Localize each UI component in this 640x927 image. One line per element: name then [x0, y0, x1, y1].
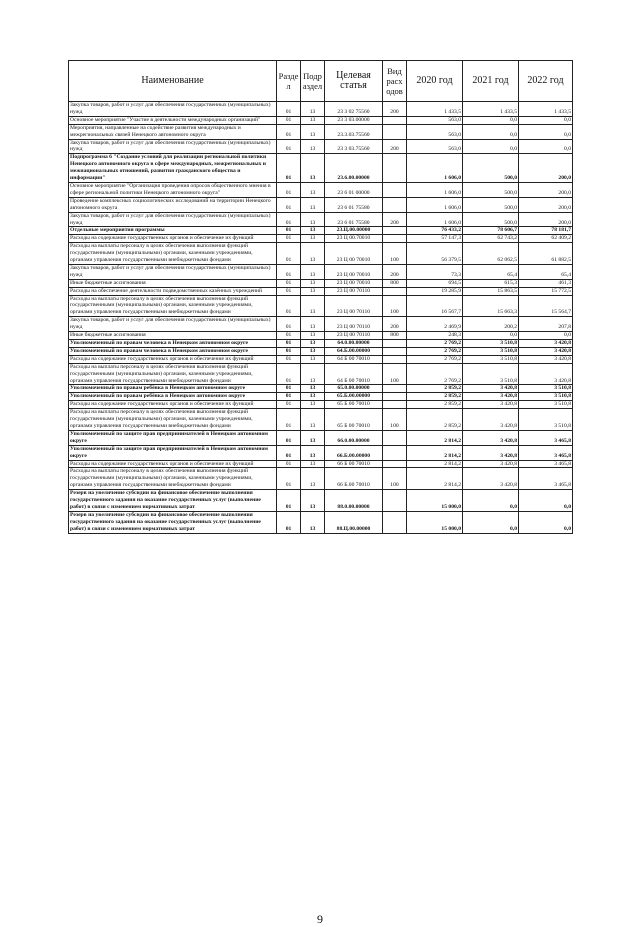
row-value-2022: 200,0 — [519, 182, 573, 197]
row-podrazdel: 13 — [301, 227, 325, 235]
row-vid-rashodov — [383, 182, 407, 197]
row-value-2022: 0,0 — [519, 511, 573, 533]
row-value-2021: 500,0 — [463, 212, 519, 227]
row-podrazdel: 13 — [301, 264, 325, 279]
row-value-2022: 3 510,8 — [519, 393, 573, 401]
row-razdel: 01 — [277, 295, 301, 317]
row-razdel: 01 — [277, 227, 301, 235]
row-celevaya-statya: 64.Б.00.00000 — [325, 347, 383, 355]
row-vid-rashodov — [383, 385, 407, 393]
row-value-2021: 3 510,8 — [463, 340, 519, 348]
row-vid-rashodov — [383, 287, 407, 295]
row-vid-rashodov: 100 — [383, 295, 407, 317]
row-value-2020: 73,3 — [407, 264, 463, 279]
row-value-2022: 3 510,8 — [519, 385, 573, 393]
row-name: Резерв на увеличение субсидии на финансовое обеспечение выполнения государственного задания на оказание государственных услуг (выполнение работ) в связи с изменением нормативных затрат — [69, 490, 277, 512]
header-2020: 2020 год — [407, 61, 463, 102]
row-vid-rashodov — [383, 511, 407, 533]
row-name: Расходы на содержание государственных органов и обеспечение их функций — [69, 355, 277, 363]
row-celevaya-statya: 23.3.03.75560 — [325, 124, 383, 139]
row-name: Уполномоченный по правам ребёнка в Ненецком автономном округе — [69, 385, 277, 393]
row-celevaya-statya: 64.0.00.00000 — [325, 340, 383, 348]
row-name: Иные бюджетные ассигнования — [69, 332, 277, 340]
row-celevaya-statya: 23 3 02 75560 — [325, 102, 383, 117]
page-number: 9 — [317, 912, 323, 926]
table-row — [69, 212, 573, 227]
header-name: Наименование — [69, 61, 277, 102]
row-value-2021: 500,0 — [463, 197, 519, 212]
row-value-2021: 1 433,5 — [463, 102, 519, 117]
row-value-2021: 0,0 — [463, 490, 519, 512]
row-value-2021: 3 420,8 — [463, 460, 519, 468]
row-razdel: 01 — [277, 124, 301, 139]
header-celevaya-statya: Целевая статья — [325, 61, 383, 102]
row-razdel: 01 — [277, 102, 301, 117]
row-name: Расходы на выплаты персоналу в целях обеспечения выполнения функций государственными (муниципальными) органами, казенными учреждениями, органами управления государственными внебюджетными фондами — [69, 363, 277, 385]
row-value-2021: 500,0 — [463, 182, 519, 197]
row-celevaya-statya: 23 6 01 75580 — [325, 212, 383, 227]
row-value-2020: 15 000,0 — [407, 511, 463, 533]
row-value-2022: 3 420,8 — [519, 355, 573, 363]
row-value-2022: 3 465,8 — [519, 445, 573, 460]
header-podrazdel: Подр аздел — [301, 61, 325, 102]
row-podrazdel: 13 — [301, 490, 325, 512]
row-value-2020: 2 859,2 — [407, 385, 463, 393]
row-celevaya-statya: 66.Б.00.00000 — [325, 445, 383, 460]
row-value-2022: 0,0 — [519, 116, 573, 124]
row-vid-rashodov: 200 — [383, 212, 407, 227]
row-value-2022: 3 510,8 — [519, 409, 573, 431]
row-podrazdel: 13 — [301, 401, 325, 409]
row-razdel: 01 — [277, 385, 301, 393]
row-value-2022: 207,8 — [519, 317, 573, 332]
row-value-2020: 2 769,2 — [407, 355, 463, 363]
row-value-2020: 1 606,0 — [407, 197, 463, 212]
row-razdel: 01 — [277, 445, 301, 460]
row-podrazdel: 13 — [301, 124, 325, 139]
row-name: Уполномоченный по правам человека в Ненецком автономном округе — [69, 347, 277, 355]
row-name: Уполномоченный по защите прав предпринимателей в Ненецком автономном округе — [69, 445, 277, 460]
row-podrazdel: 13 — [301, 139, 325, 154]
row-vid-rashodov: 100 — [383, 409, 407, 431]
row-value-2021: 3 510,8 — [463, 347, 519, 355]
table-row — [69, 116, 573, 124]
row-value-2020: 2 769,2 — [407, 340, 463, 348]
row-celevaya-statya: 23 6 01 75580 — [325, 197, 383, 212]
row-value-2022: 0,0 — [519, 490, 573, 512]
row-razdel: 01 — [277, 468, 301, 490]
row-value-2021: 3 420,8 — [463, 468, 519, 490]
table-row — [69, 393, 573, 401]
row-podrazdel: 13 — [301, 182, 325, 197]
row-razdel: 01 — [277, 212, 301, 227]
row-name: Расходы на обеспечение деятельности подведомственных казённых учреждений — [69, 287, 277, 295]
row-value-2020: 248,3 — [407, 332, 463, 340]
table-header — [69, 61, 573, 102]
table-row — [69, 124, 573, 139]
row-celevaya-statya: 23 Ц 00 70110 — [325, 317, 383, 332]
row-vid-rashodov: 800 — [383, 279, 407, 287]
row-podrazdel: 13 — [301, 332, 325, 340]
row-name: Расходы на выплаты персоналу в целях обеспечения выполнения функций государственными (муниципальными) органами, казенными учреждениями, органами управления государственными внебюджетными фондами — [69, 409, 277, 431]
row-razdel: 01 — [277, 401, 301, 409]
row-celevaya-statya: 65.Б.00.00000 — [325, 393, 383, 401]
row-name: Резерв на увеличение субсидии на финансовое обеспечение выполнения государственного задания на оказание государственных услуг (выполнение работ) в связи с изменением нормативных затрат — [69, 511, 277, 533]
row-value-2021: 3 420,8 — [463, 385, 519, 393]
row-vid-rashodov — [383, 445, 407, 460]
row-celevaya-statya: 64 Б 00 70010 — [325, 363, 383, 385]
row-value-2020: 2 859,2 — [407, 393, 463, 401]
table-row — [69, 363, 573, 385]
table-row — [69, 264, 573, 279]
table-row — [69, 468, 573, 490]
row-razdel: 01 — [277, 197, 301, 212]
row-value-2022: 3 465,8 — [519, 460, 573, 468]
row-vid-rashodov: 200 — [383, 317, 407, 332]
row-razdel: 01 — [277, 235, 301, 243]
table-row — [69, 197, 573, 212]
row-value-2021: 3 510,8 — [463, 363, 519, 385]
row-name: Расходы на выплаты персоналу в целях обеспечения выполнения функций государственными (муниципальными) органами, казенными учреждениями, органами управления государственными внебюджетными фондами — [69, 243, 277, 265]
row-vid-rashodov — [383, 197, 407, 212]
row-value-2022: 78 181,7 — [519, 227, 573, 235]
row-podrazdel: 13 — [301, 393, 325, 401]
row-vid-rashodov — [383, 124, 407, 139]
table-row — [69, 279, 573, 287]
row-celevaya-statya: 23 Ц 00 70110 — [325, 295, 383, 317]
row-celevaya-statya: 23 Ц 00 70110 — [325, 332, 383, 340]
row-celevaya-statya: 65 Б 00 70010 — [325, 409, 383, 431]
row-name: Подпрограмма 6 "Создание условий для реализации региональной политики Ненецкого автономного округа в сфере международных, межрегиональных и межнациональных отношений, развития гражданского общества и информации" — [69, 154, 277, 183]
row-value-2021: 0,0 — [463, 139, 519, 154]
table-row — [69, 243, 573, 265]
row-razdel: 01 — [277, 363, 301, 385]
row-podrazdel: 13 — [301, 430, 325, 445]
row-razdel: 01 — [277, 287, 301, 295]
row-value-2021: 615,3 — [463, 279, 519, 287]
row-vid-rashodov — [383, 235, 407, 243]
row-name: Отдельные мероприятия программы — [69, 227, 277, 235]
row-celevaya-statya: 23.6.00.00000 — [325, 154, 383, 183]
row-value-2022: 200,0 — [519, 197, 573, 212]
row-name: Уполномоченный по правам человека в Ненецком автономном округе — [69, 340, 277, 348]
table-row — [69, 430, 573, 445]
row-celevaya-statya: 65.0.00.00000 — [325, 385, 383, 393]
row-value-2022: 61 882,5 — [519, 243, 573, 265]
row-name: Закупка товаров, работ и услуг для обеспечения государственных (муниципальных) нужд — [69, 102, 277, 117]
table-row — [69, 340, 573, 348]
row-value-2021: 3 420,8 — [463, 409, 519, 431]
row-razdel: 01 — [277, 243, 301, 265]
row-podrazdel: 13 — [301, 409, 325, 431]
row-name: Уполномоченный по правам ребёнка в Ненецком автономном округе — [69, 393, 277, 401]
row-value-2021: 0,0 — [463, 511, 519, 533]
table-row — [69, 445, 573, 460]
row-celevaya-statya: 23 Ц 00.70010 — [325, 235, 383, 243]
row-podrazdel: 13 — [301, 295, 325, 317]
row-value-2021: 15 663,3 — [463, 295, 519, 317]
row-value-2021: 15 863,5 — [463, 287, 519, 295]
row-razdel: 01 — [277, 154, 301, 183]
row-razdel: 01 — [277, 317, 301, 332]
row-value-2022: 62 409,2 — [519, 235, 573, 243]
row-celevaya-statya: 23 3 03.75560 — [325, 139, 383, 154]
table-row — [69, 385, 573, 393]
row-value-2021: 62 062,5 — [463, 243, 519, 265]
row-razdel: 01 — [277, 116, 301, 124]
row-vid-rashodov — [383, 227, 407, 235]
table-row — [69, 355, 573, 363]
row-name: Закупка товаров, работ и услуг для обеспечения государственных (муниципальных) нужд — [69, 139, 277, 154]
row-name: Закупка товаров, работ и услуг для обеспечения государственных (муниципальных) нужд — [69, 212, 277, 227]
row-value-2020: 2 769,2 — [407, 347, 463, 355]
row-value-2021: 3 420,8 — [463, 445, 519, 460]
row-value-2021: 78 606,7 — [463, 227, 519, 235]
row-razdel: 01 — [277, 511, 301, 533]
row-podrazdel: 13 — [301, 511, 325, 533]
row-value-2021: 3 420,8 — [463, 393, 519, 401]
row-podrazdel: 13 — [301, 385, 325, 393]
row-podrazdel: 13 — [301, 468, 325, 490]
row-value-2020: 1 433,5 — [407, 102, 463, 117]
row-podrazdel: 13 — [301, 279, 325, 287]
row-value-2022: 3 420,8 — [519, 340, 573, 348]
row-value-2020: 1 606,0 — [407, 182, 463, 197]
row-name: Мероприятия, направленные на содействие развития международных и межрегиональных связей Ненецкого автономного округа — [69, 124, 277, 139]
row-vid-rashodov — [383, 460, 407, 468]
row-razdel: 01 — [277, 355, 301, 363]
row-name: Основное мероприятие "Участие в деятельности международных организаций" — [69, 116, 277, 124]
row-value-2022: 1 433,5 — [519, 102, 573, 117]
row-value-2022: 3 465,8 — [519, 468, 573, 490]
row-value-2020: 2 859,2 — [407, 409, 463, 431]
row-celevaya-statya: 23 Ц 00 70010 — [325, 279, 383, 287]
row-podrazdel: 13 — [301, 460, 325, 468]
row-value-2020: 56 379,5 — [407, 243, 463, 265]
row-celevaya-statya: 64 Б 00 70010 — [325, 355, 383, 363]
row-name: Расходы на выплаты персоналу в целях обеспечения выполнения функций государственными (муниципальными) органами, казенными учреждениями, органами управления государственными внебюджетными фондами — [69, 295, 277, 317]
header-2021: 2021 год — [463, 61, 519, 102]
row-vid-rashodov — [383, 393, 407, 401]
row-celevaya-statya: 66 Б.00 70010 — [325, 468, 383, 490]
row-value-2022: 200,0 — [519, 154, 573, 183]
row-value-2021: 3 420,8 — [463, 401, 519, 409]
row-value-2021: 3 510,8 — [463, 355, 519, 363]
row-name: Расходы на содержание государственных органов и обеспечение их функций — [69, 401, 277, 409]
row-value-2022: 15 564,7 — [519, 295, 573, 317]
row-razdel: 01 — [277, 279, 301, 287]
row-value-2022: 0,0 — [519, 139, 573, 154]
row-value-2022: 3 465,8 — [519, 430, 573, 445]
row-vid-rashodov: 800 — [383, 332, 407, 340]
row-value-2022: 3 510,8 — [519, 401, 573, 409]
row-podrazdel: 13 — [301, 116, 325, 124]
row-vid-rashodov: 100 — [383, 243, 407, 265]
table-row — [69, 401, 573, 409]
row-value-2022: 3 420,8 — [519, 363, 573, 385]
table-body — [69, 102, 573, 534]
row-value-2022: 65,4 — [519, 264, 573, 279]
row-value-2020: 19 285,9 — [407, 287, 463, 295]
row-podrazdel: 13 — [301, 340, 325, 348]
row-vid-rashodov — [383, 116, 407, 124]
row-celevaya-statya: 66.0.00.00000 — [325, 430, 383, 445]
row-value-2020: 76 433,2 — [407, 227, 463, 235]
row-razdel: 01 — [277, 340, 301, 348]
row-name: Закупка товаров, работ и услуг для обеспечения государственных (муниципальных) нужд — [69, 264, 277, 279]
header-vid-rashodov: Вид расх одов — [383, 61, 407, 102]
row-celevaya-statya: 23 Ц 00 70010 — [325, 264, 383, 279]
row-value-2020: 563,0 — [407, 116, 463, 124]
row-value-2022: 0,0 — [519, 124, 573, 139]
row-vid-rashodov — [383, 401, 407, 409]
row-razdel: 01 — [277, 490, 301, 512]
row-razdel: 01 — [277, 460, 301, 468]
table-row — [69, 235, 573, 243]
row-razdel: 01 — [277, 139, 301, 154]
header-2022: 2022 год — [519, 61, 573, 102]
row-vid-rashodov — [383, 490, 407, 512]
row-value-2021: 62 743,2 — [463, 235, 519, 243]
row-value-2020: 2 859,2 — [407, 401, 463, 409]
row-name: Основное мероприятие "Организация проведения опросов общественного мнения в сфере региональной политики Ненецкого автономного округа" — [69, 182, 277, 197]
row-podrazdel: 13 — [301, 102, 325, 117]
row-name: Проведение комплексных социологических исследований на территории Ненецкого автономного округа — [69, 197, 277, 212]
row-name: Закупка товаров, работ и услуг для обеспечения государственных (муниципальных) нужд — [69, 317, 277, 332]
row-value-2021: 200,2 — [463, 317, 519, 332]
row-razdel: 01 — [277, 393, 301, 401]
table-row — [69, 102, 573, 117]
row-value-2020: 2 769,2 — [407, 363, 463, 385]
table-row — [69, 460, 573, 468]
row-value-2020: 57 147,3 — [407, 235, 463, 243]
row-value-2020: 16 567,7 — [407, 295, 463, 317]
row-vid-rashodov — [383, 154, 407, 183]
row-value-2022: 3 420,8 — [519, 347, 573, 355]
table-row — [69, 154, 573, 183]
row-celevaya-statya: 23 3 03.00000 — [325, 116, 383, 124]
table-row — [69, 287, 573, 295]
row-podrazdel: 13 — [301, 355, 325, 363]
row-razdel: 01 — [277, 182, 301, 197]
row-value-2020: 2 814,2 — [407, 468, 463, 490]
row-value-2020: 2 814,2 — [407, 460, 463, 468]
row-value-2020: 694,5 — [407, 279, 463, 287]
row-podrazdel: 13 — [301, 197, 325, 212]
row-vid-rashodov — [383, 430, 407, 445]
budget-table — [68, 60, 573, 534]
document-page — [68, 60, 572, 926]
row-value-2022: 461,3 — [519, 279, 573, 287]
row-podrazdel: 13 — [301, 154, 325, 183]
row-razdel: 01 — [277, 409, 301, 431]
row-value-2021: 65,4 — [463, 264, 519, 279]
row-vid-rashodov: 100 — [383, 468, 407, 490]
row-podrazdel: 13 — [301, 287, 325, 295]
row-celevaya-statya: 23 Ц 00 70010 — [325, 243, 383, 265]
row-vid-rashodov: 200 — [383, 264, 407, 279]
row-name: Расходы на выплаты персоналу в целях обеспечения выполнения функций государственными (муниципальными) органами, казенными учреждениями, органами управления государственными внебюджетными фондами — [69, 468, 277, 490]
row-vid-rashodov — [383, 347, 407, 355]
row-celevaya-statya: 65 Б 00 70010 — [325, 401, 383, 409]
row-podrazdel: 13 — [301, 445, 325, 460]
row-value-2020: 563,0 — [407, 124, 463, 139]
row-value-2020: 2 814,2 — [407, 445, 463, 460]
row-vid-rashodov — [383, 355, 407, 363]
row-vid-rashodov: 200 — [383, 102, 407, 117]
row-razdel: 01 — [277, 264, 301, 279]
row-podrazdel: 13 — [301, 363, 325, 385]
table-row — [69, 139, 573, 154]
row-celevaya-statya: 23 Ц 00 70110 — [325, 287, 383, 295]
row-value-2020: 1 606,0 — [407, 154, 463, 183]
row-value-2021: 0,0 — [463, 124, 519, 139]
row-value-2022: 200,0 — [519, 212, 573, 227]
row-value-2021: 0,0 — [463, 332, 519, 340]
row-value-2021: 3 420,8 — [463, 430, 519, 445]
row-name: Иные бюджетные ассигнования — [69, 279, 277, 287]
table-row — [69, 409, 573, 431]
row-vid-rashodov — [383, 340, 407, 348]
row-razdel: 01 — [277, 347, 301, 355]
row-podrazdel: 13 — [301, 235, 325, 243]
row-podrazdel: 13 — [301, 317, 325, 332]
row-celevaya-statya: 66 Б 00 70010 — [325, 460, 383, 468]
row-value-2022: 15 772,5 — [519, 287, 573, 295]
row-celevaya-statya: 23.Ц.00.00000 — [325, 227, 383, 235]
row-name: Расходы на содержание государственных органов и обеспечение их функций — [69, 235, 277, 243]
table-row — [69, 347, 573, 355]
row-name: Уполномоченный по защите прав предпринимателей в Ненецком автономном округе — [69, 430, 277, 445]
row-value-2020: 2 469,9 — [407, 317, 463, 332]
row-podrazdel: 13 — [301, 347, 325, 355]
row-celevaya-statya: 23 6 01 00000 — [325, 182, 383, 197]
row-razdel: 01 — [277, 332, 301, 340]
row-celevaya-statya: 88.Ц.00.00000 — [325, 511, 383, 533]
row-value-2021: 500,0 — [463, 154, 519, 183]
row-value-2020: 15 000,0 — [407, 490, 463, 512]
row-vid-rashodov: 200 — [383, 139, 407, 154]
row-value-2020: 2 814,2 — [407, 430, 463, 445]
table-row — [69, 317, 573, 332]
row-podrazdel: 13 — [301, 243, 325, 265]
table-row — [69, 490, 573, 512]
row-name: Расходы на содержание государственных органов и обеспечение их функций — [69, 460, 277, 468]
row-celevaya-statya: 88.0.00.00000 — [325, 490, 383, 512]
table-row — [69, 227, 573, 235]
table-row — [69, 182, 573, 197]
table-row — [69, 332, 573, 340]
row-value-2021: 0,0 — [463, 116, 519, 124]
table-row — [69, 295, 573, 317]
row-value-2020: 1 606,0 — [407, 212, 463, 227]
row-value-2020: 563,0 — [407, 139, 463, 154]
table-row — [69, 511, 573, 533]
row-podrazdel: 13 — [301, 212, 325, 227]
row-vid-rashodov: 100 — [383, 363, 407, 385]
header-razdel: Разде л — [277, 61, 301, 102]
row-razdel: 01 — [277, 430, 301, 445]
row-value-2022: 0,0 — [519, 332, 573, 340]
